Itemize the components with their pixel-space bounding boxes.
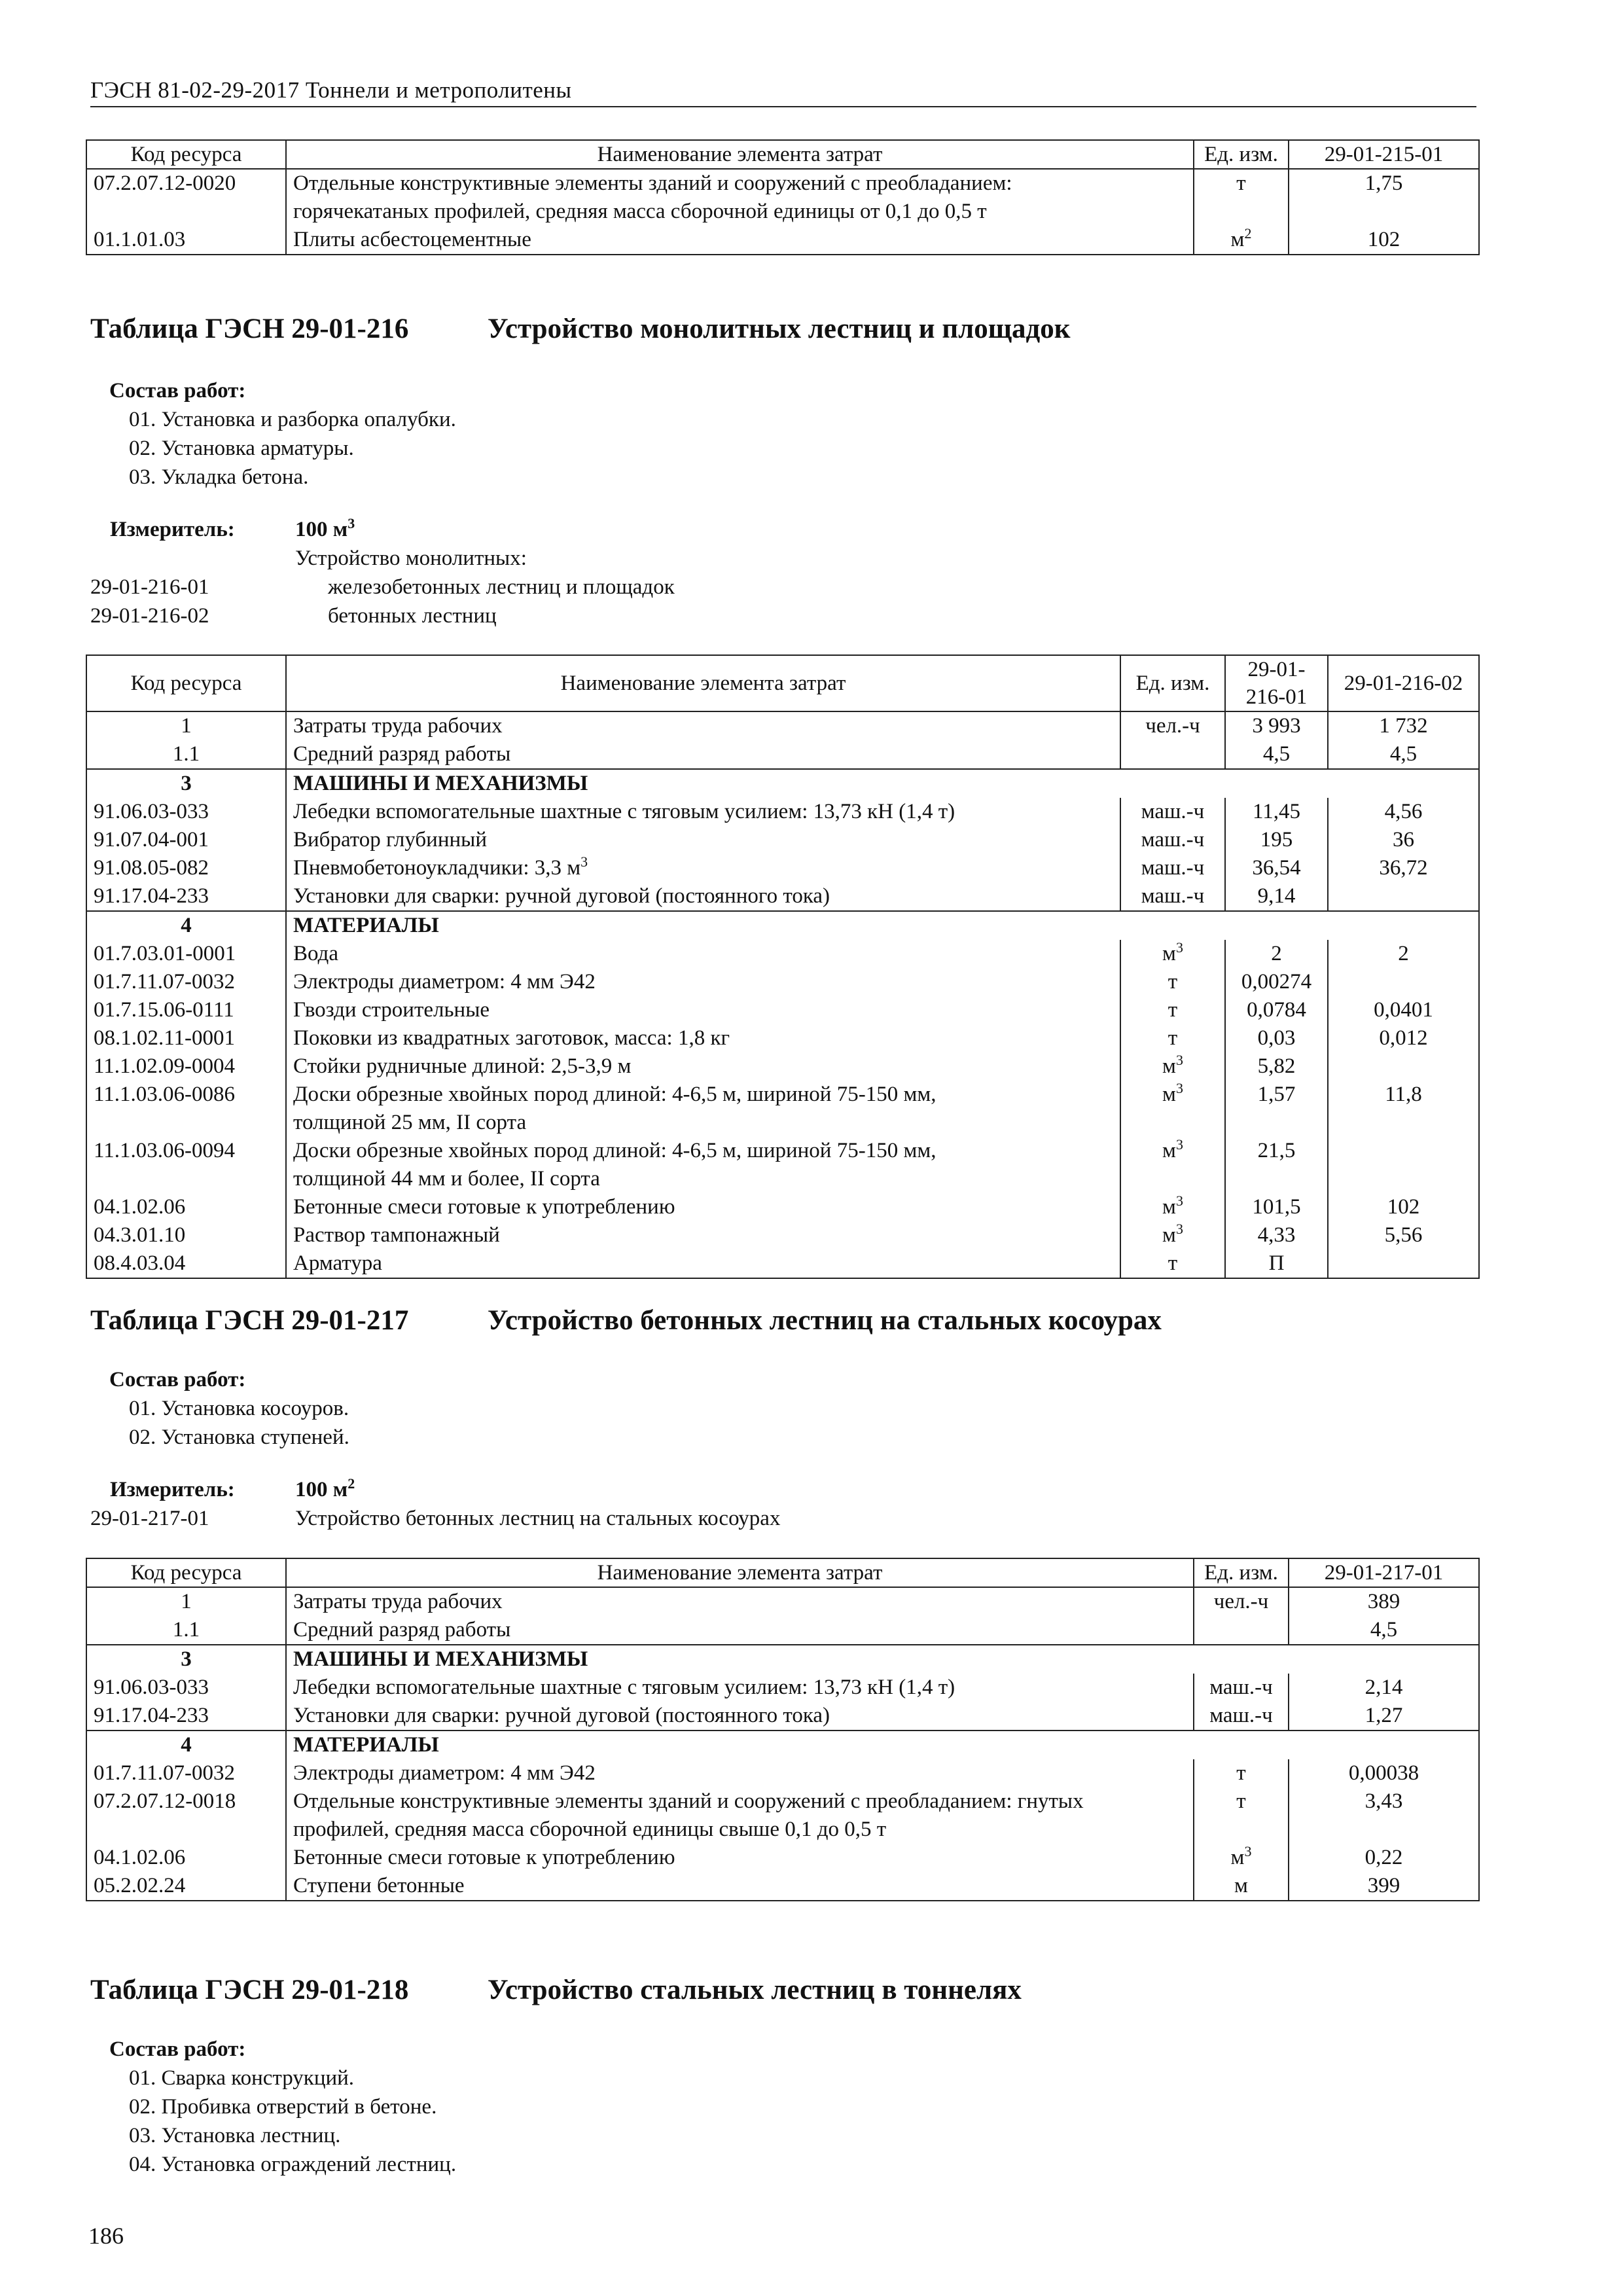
cell-unit [1120,826,1225,854]
cell-name [286,1052,1120,1081]
cell-code: 1 [86,1587,286,1616]
cell-name-text: Электроды диаметром: 4 мм Э42 [293,1761,596,1785]
cell-unit [1120,1024,1225,1052]
cell-unit-text: м [1162,1223,1176,1247]
cell-unit [1194,226,1289,255]
meter-label: Измеритель: [110,1478,235,1501]
cell-name [286,1137,1120,1193]
cell-name-text: Затраты труда рабочих [293,714,503,738]
cell-value-2: 0,0401 [1328,996,1479,1024]
table-29-01-216 [86,655,1480,1279]
cell-value-1: 11,45 [1225,798,1328,826]
cell-name [286,1844,1194,1872]
works-label: Состав работ: [109,2037,246,2061]
cell-unit [1120,882,1225,911]
cell-name [286,1616,1194,1645]
table-row [86,1052,1479,1081]
cell-name-text: Средний разряд работы [293,742,511,766]
meter-value: 100 $м^2$ [295,1475,355,1501]
table-29-01-215 [86,139,1480,255]
table-row [86,1137,1479,1193]
cell-value-1: 102 [1289,226,1479,255]
cell-code: 91.17.04-233 [86,1702,286,1731]
cell-name [286,711,1120,740]
table-row [86,1616,1479,1645]
cell-name-sup: 3 [580,853,588,870]
cell-name [286,1759,1194,1787]
col-header-value-1: 29-01-217-01 [1289,1558,1479,1587]
cell-code: 3 [86,769,286,798]
cell-value-1: 2,14 [1289,1674,1479,1702]
cell-name-text: Стойки рудничные длиной: 2,5-3,9 м [293,1054,632,1078]
cell-unit [1194,1674,1289,1702]
cell-value-1: П [1225,1249,1328,1278]
cell-value-1: 1,27 [1289,1702,1479,1731]
cell-name [286,769,1479,798]
cell-name-text: Установки для сварки: ручной дуговой (постоянного тока) [293,1704,830,1727]
table-row [86,1081,1479,1137]
cell-name-text: Средний разряд работы [293,1618,511,1641]
cell-value-2 [1328,1052,1479,1081]
cell-name [286,882,1120,911]
cell-unit-text: чел.-ч [1145,714,1200,738]
meter-section-217 [90,1475,780,1533]
cell-name-text-2: горячекатаных профилей, средняя масса сборочной единицы от 0,1 до 0,5 т [293,200,987,223]
cell-unit-text: чел.-ч [1213,1590,1269,1613]
table-row [86,996,1479,1024]
cell-value-2: 36,72 [1328,854,1479,882]
cell-name [286,1193,1120,1221]
cell-name-text: Ступени бетонные [293,1874,465,1897]
cell-unit-text: маш.-ч [1209,1676,1273,1699]
work-item: 02. Пробивка отверстий в бетоне. [129,2095,437,2119]
cell-name [286,798,1120,826]
cell-unit-text: т [1236,1761,1246,1785]
cell-unit-sup: 3 [1244,1843,1252,1859]
table-29-01-217 [86,1558,1480,1901]
cell-value-1: 1,75 [1289,169,1479,226]
cell-value-2: 1 732 [1328,711,1479,740]
meter-section-216 [90,515,675,630]
cell-code: 05.2.02.24 [86,1872,286,1901]
cell-value-1: 2 [1225,940,1328,968]
cell-name-text: Бетонные смеси готовые к употреблению [293,1195,675,1219]
table-row [86,798,1479,826]
cell-name-text: МАШИНЫ И МЕХАНИЗМЫ [293,772,588,795]
cell-name-text: Пневмобетоноукладчики: 3,3 м [293,856,581,880]
cell-name [286,968,1120,996]
cell-name [286,854,1120,882]
table-row [86,1249,1479,1278]
cell-code: 3 [86,1645,286,1674]
cell-value-1: 389 [1289,1587,1479,1616]
cell-unit-text: т [1168,998,1178,1022]
table-row [86,1674,1479,1702]
cell-value-2: 11,8 [1328,1081,1479,1137]
cell-code: 08.4.03.04 [86,1249,286,1278]
table-title-text: Устройство монолитных лестниц и площадок [488,314,1071,344]
cell-unit [1120,1221,1225,1249]
cell-name-text: Отдельные конструктивные элементы зданий и сооружений с преобладанием: [293,171,1012,195]
cell-name-text: Бетонные смеси готовые к употреблению [293,1846,675,1869]
cell-value-1: 21,5 [1225,1137,1328,1193]
cell-name-text: Электроды диаметром: 4 мм Э42 [293,970,596,994]
cell-code: 07.2.07.12-0020 [86,169,286,226]
table-row [86,169,1479,226]
cell-unit-text: м [1162,1139,1176,1162]
work-item: 03. Укладка бетона. [129,465,309,489]
cell-name [286,1645,1479,1674]
variant-description: бетонных лестниц [328,604,497,628]
cell-unit-sup: 3 [1175,939,1183,956]
table-title-text: Устройство бетонных лестниц на стальных косоурах [488,1305,1162,1336]
page-number: 186 [88,2223,124,2249]
cell-unit [1194,1872,1289,1901]
cell-unit [1120,854,1225,882]
cell-code: 91.06.03-033 [86,1674,286,1702]
cell-value-1: 5,82 [1225,1052,1328,1081]
table-row [86,911,1479,940]
cell-value-1: 0,0784 [1225,996,1328,1024]
col-header-code: Код ресурса [86,140,286,169]
cell-name-text: Арматура [293,1251,382,1275]
cell-value-2 [1328,882,1479,911]
cell-name [286,1249,1120,1278]
cell-unit [1120,740,1225,769]
cell-code: 01.7.11.07-0032 [86,1759,286,1787]
cell-unit [1120,996,1225,1024]
cell-code: 01.7.11.07-0032 [86,968,286,996]
cell-value-1: 4,33 [1225,1221,1328,1249]
meter-value: 100 $м^3$ [295,515,355,541]
cell-unit-text: м [1162,942,1176,965]
cell-unit [1194,1787,1289,1844]
cell-name-text: Затраты труда рабочих [293,1590,503,1613]
cell-value-2 [1328,968,1479,996]
cell-name-text: Вибратор глубинный [293,828,487,852]
cell-value-1: 0,22 [1289,1844,1479,1872]
table-row [86,1872,1479,1901]
works-section-216 [109,376,456,492]
col-header-unit: Ед. изм. [1120,655,1225,711]
table-row [86,968,1479,996]
cell-code: 91.08.05-082 [86,854,286,882]
col-header-unit: Ед. изм. [1194,140,1289,169]
cell-value-1: 195 [1225,826,1328,854]
works-section-217 [109,1365,349,1452]
table-number: Таблица ГЭСН 29-01-218 [90,1975,409,2005]
variant-code: 29-01-216-02 [90,604,209,628]
work-item: 01. Установка косоуров. [129,1397,349,1420]
table-title-216 [90,313,1071,345]
cell-unit-text: маш.-ч [1141,884,1205,908]
col-header-unit: Ед. изм. [1194,1558,1289,1587]
table-title-text: Устройство стальных лестниц в тоннелях [488,1975,1022,2005]
col-header-name: Наименование элемента затрат [286,655,1120,711]
table-row [86,854,1479,882]
work-item: 04. Установка ограждений лестниц. [129,2153,457,2176]
cell-code: 11.1.02.09-0004 [86,1052,286,1081]
cell-name-text: Лебедки вспомогательные шахтные с тяговым усилием: 13,73 кН (1,4 т) [293,1676,955,1699]
cell-unit-text: м [1162,1195,1176,1219]
cell-unit [1194,1702,1289,1731]
cell-name-text: Поковки из квадратных заготовок, масса: 1,8 кг [293,1026,730,1050]
cell-code: 4 [86,911,286,940]
cell-value-2: 2 [1328,940,1479,968]
cell-unit [1194,169,1289,226]
cell-code: 01.7.15.06-0111 [86,996,286,1024]
cell-unit-text: т [1236,171,1246,195]
cell-value-2 [1328,1249,1479,1278]
variant-description: Устройство бетонных лестниц на стальных косоурах [295,1507,781,1530]
cell-value-1: 0,03 [1225,1024,1328,1052]
col-header-name: Наименование элемента затрат [286,140,1194,169]
cell-unit [1120,711,1225,740]
cell-code: 04.1.02.06 [86,1844,286,1872]
cell-code: 11.1.03.06-0094 [86,1137,286,1193]
cell-name-text: МАТЕРИАЛЫ [293,914,439,937]
cell-unit [1120,1193,1225,1221]
cell-unit-text: т [1168,1251,1178,1275]
cell-unit-text: м [1162,1054,1176,1078]
table-row [86,769,1479,798]
cell-name-text: Доски обрезные хвойных пород длиной: 4-6,5 м, шириной 75-150 мм, [293,1083,936,1106]
cell-value-1: 3,43 [1289,1787,1479,1844]
cell-unit [1194,1844,1289,1872]
table-row [86,226,1479,255]
cell-code: 1.1 [86,1616,286,1645]
col-header-value-1: 29-01-215-01 [1289,140,1479,169]
cell-name [286,169,1194,226]
cell-value-1: 101,5 [1225,1193,1328,1221]
cell-value-1: 4,5 [1289,1616,1479,1645]
cell-unit [1194,1587,1289,1616]
cell-value-1: 3 993 [1225,711,1328,740]
table-header-row [86,140,1479,169]
cell-name-text: Отдельные конструктивные элементы зданий и сооружений с преобладанием: гнутых [293,1789,1084,1813]
table-row [86,1759,1479,1787]
works-label: Состав работ: [109,379,246,403]
cell-code: 08.1.02.11-0001 [86,1024,286,1052]
table-row [86,711,1479,740]
cell-unit-sup: 3 [1175,1193,1183,1209]
works-label: Состав работ: [109,1368,246,1391]
table-row [86,1787,1479,1844]
cell-name-text: МАШИНЫ И МЕХАНИЗМЫ [293,1647,588,1671]
variant-description: железобетонных лестниц и площадок [328,575,675,599]
cell-name [286,740,1120,769]
cell-code: 04.3.01.10 [86,1221,286,1249]
table-row [86,1193,1479,1221]
cell-value-1: 1,57 [1225,1081,1328,1137]
table-title-217 [90,1304,1162,1336]
cell-value-2 [1328,1137,1479,1193]
cell-name [286,1872,1194,1901]
cell-value-1: 9,14 [1225,882,1328,911]
cell-unit-text: маш.-ч [1209,1704,1273,1727]
cell-name [286,1587,1194,1616]
cell-name [286,1731,1479,1759]
table-row [86,1587,1479,1616]
table-header-row [86,1558,1479,1587]
col-header-value-2: 29-01-216-02 [1328,655,1479,711]
table-header-row [86,655,1479,711]
variant-code: 29-01-217-01 [90,1507,209,1530]
table-row [86,882,1479,911]
cell-code: 04.1.02.06 [86,1193,286,1221]
variant-code: 29-01-216-01 [90,575,209,599]
table-row [86,1024,1479,1052]
work-item: 02. Установка ступеней. [129,1426,349,1449]
table-row [86,740,1479,769]
col-header-code: Код ресурса [86,655,286,711]
cell-code: 01.1.01.03 [86,226,286,255]
table-number: Таблица ГЭСН 29-01-216 [90,314,409,344]
cell-unit-text: м [1230,228,1245,251]
col-header-name: Наименование элемента затрат [286,1558,1194,1587]
cell-value-2: 36 [1328,826,1479,854]
cell-name [286,1702,1194,1731]
cell-unit-sup: 3 [1175,1221,1183,1237]
cell-value-1: 4,5 [1225,740,1328,769]
cell-code: 4 [86,1731,286,1759]
cell-name [286,1221,1120,1249]
work-item: 02. Установка арматуры. [129,437,354,460]
cell-name-text-2: профилей, средняя масса сборочной единицы свыше 0,1 до 0,5 т [293,1818,887,1841]
table-row [86,1702,1479,1731]
cell-name [286,826,1120,854]
cell-name-text: Вода [293,942,338,965]
cell-unit-sup: 2 [1244,225,1252,242]
cell-name-text: Гвозди строительные [293,998,490,1022]
cell-name [286,940,1120,968]
cell-value-1: 399 [1289,1872,1479,1901]
cell-unit-text: м [1162,1083,1176,1106]
cell-unit [1120,940,1225,968]
cell-code: 1.1 [86,740,286,769]
cell-value-2: 0,012 [1328,1024,1479,1052]
work-item: 01. Сварка конструкций. [129,2066,355,2090]
cell-name [286,1787,1194,1844]
cell-value-2: 4,56 [1328,798,1479,826]
cell-name [286,1674,1194,1702]
cell-value-2: 102 [1328,1193,1479,1221]
cell-name-text-2: толщиной 25 мм, II сорта [293,1111,527,1134]
cell-value-2: 5,56 [1328,1221,1479,1249]
cell-unit-text: т [1236,1789,1246,1813]
table-row [86,940,1479,968]
cell-unit [1194,1616,1289,1645]
cell-name [286,226,1194,255]
table-row [86,1645,1479,1674]
cell-name-text: МАТЕРИАЛЫ [293,1733,439,1757]
table-row [86,1221,1479,1249]
meter-description: Устройство монолитных: [295,547,527,570]
cell-unit [1120,1137,1225,1193]
table-row [86,1731,1479,1759]
table-row [86,826,1479,854]
cell-name-text: Лебедки вспомогательные шахтные с тяговым усилием: 13,73 кН (1,4 т) [293,800,955,823]
col-header-value-1: 29-01-216-01 [1225,655,1328,711]
work-item: 03. Установка лестниц. [129,2124,341,2147]
table-title-218 [90,1974,1022,2006]
works-section-218 [109,2035,456,2179]
cell-value-1: 0,00274 [1225,968,1328,996]
cell-unit-sup: 3 [1175,1080,1183,1096]
cell-code: 01.7.03.01-0001 [86,940,286,968]
cell-name-text: Плиты асбестоцементные [293,228,531,251]
cell-code: 1 [86,711,286,740]
cell-unit [1120,1052,1225,1081]
cell-unit [1120,1249,1225,1278]
cell-code: 91.06.03-033 [86,798,286,826]
cell-name [286,1081,1120,1137]
cell-unit-text: т [1168,970,1178,994]
cell-code: 07.2.07.12-0018 [86,1787,286,1844]
cell-unit-text: м [1234,1874,1248,1897]
running-header: ГЭСН 81-02-29-2017 Тоннели и метрополитены [90,77,1476,107]
cell-name [286,911,1479,940]
cell-unit-text: маш.-ч [1141,800,1205,823]
cell-unit [1120,968,1225,996]
cell-unit-text: м [1230,1846,1245,1869]
cell-code: 91.17.04-233 [86,882,286,911]
col-header-code: Код ресурса [86,1558,286,1587]
cell-name-text: Установки для сварки: ручной дуговой (постоянного тока) [293,884,830,908]
cell-value-1: 0,00038 [1289,1759,1479,1787]
cell-name-text: Раствор тампонажный [293,1223,500,1247]
cell-unit-sup: 3 [1175,1052,1183,1068]
cell-code: 11.1.03.06-0086 [86,1081,286,1137]
cell-value-1: 36,54 [1225,854,1328,882]
table-row [86,1844,1479,1872]
meter-label: Измеритель: [110,518,235,541]
work-item: 01. Установка и разборка опалубки. [129,408,456,431]
cell-unit-sup: 3 [1175,1136,1183,1153]
cell-unit-text: т [1168,1026,1178,1050]
cell-code: 91.07.04-001 [86,826,286,854]
table-number: Таблица ГЭСН 29-01-217 [90,1305,409,1336]
cell-name-text: Доски обрезные хвойных пород длиной: 4-6,5 м, шириной 75-150 мм, [293,1139,936,1162]
cell-name [286,1024,1120,1052]
cell-name [286,996,1120,1024]
cell-unit-text: маш.-ч [1141,828,1205,852]
cell-unit [1194,1759,1289,1787]
cell-unit-text: маш.-ч [1141,856,1205,880]
cell-unit [1120,1081,1225,1137]
cell-unit [1120,798,1225,826]
cell-value-2: 4,5 [1328,740,1479,769]
cell-name-text-2: толщиной 44 мм и более, II сорта [293,1167,600,1191]
